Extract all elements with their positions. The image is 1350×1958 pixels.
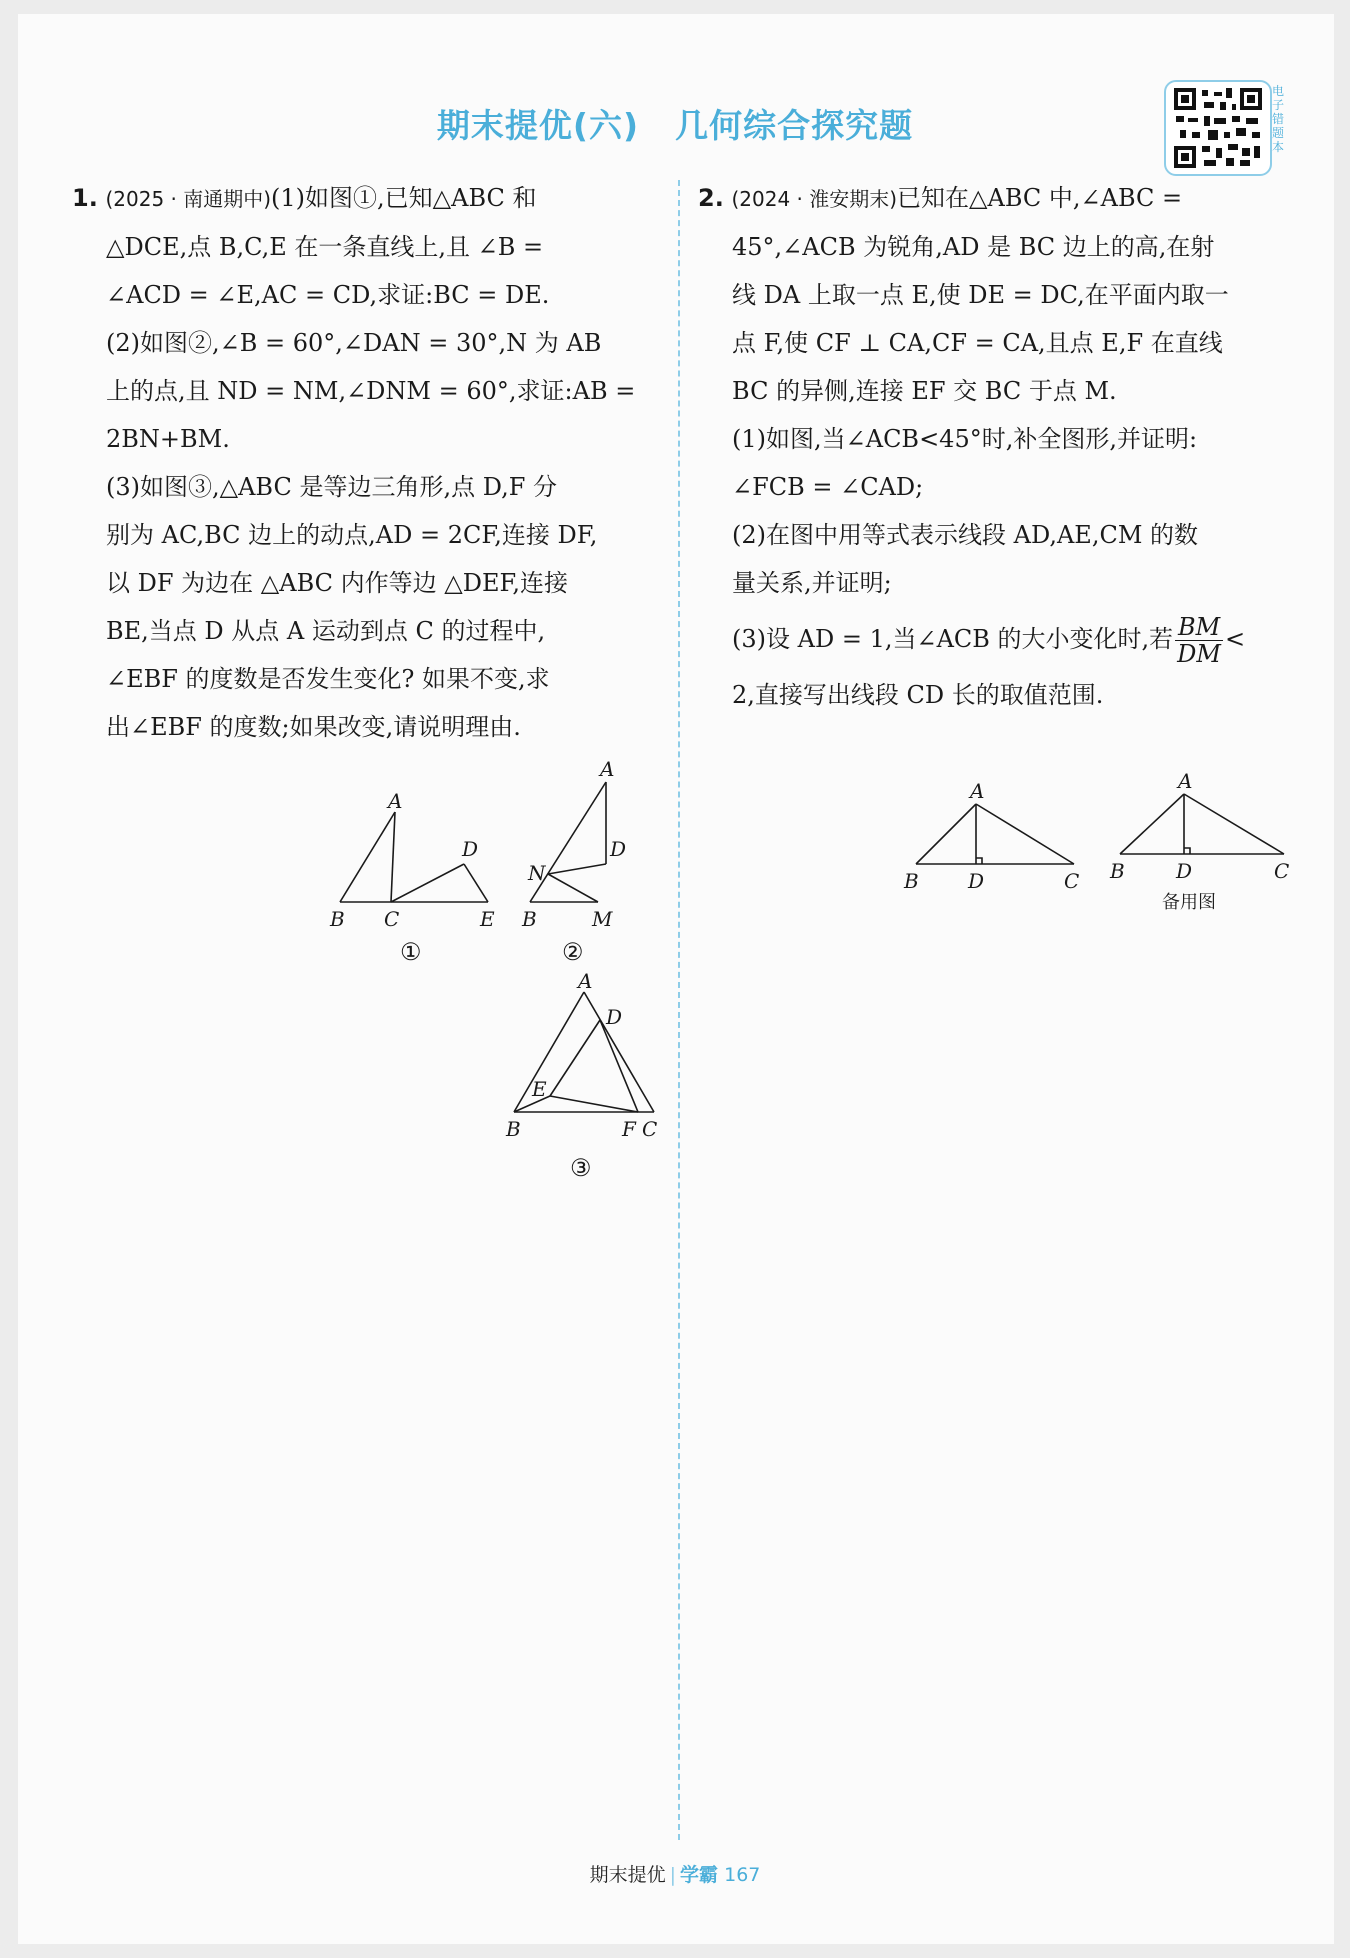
figure-q2-main bbox=[896, 776, 1086, 896]
label-A: A bbox=[388, 790, 403, 813]
q1-line: ∠ACD = ∠E,AC = CD,求证:BC = DE. bbox=[106, 281, 550, 309]
label-C: C bbox=[1274, 859, 1290, 883]
qr-pattern-icon bbox=[1174, 88, 1262, 168]
label-B: B bbox=[1110, 859, 1125, 883]
question-2 bbox=[698, 174, 1288, 719]
figure-1 bbox=[320, 790, 510, 970]
fraction-numerator: BM bbox=[1175, 614, 1223, 641]
fraction-denominator: DM bbox=[1177, 640, 1221, 668]
label-D: D bbox=[610, 837, 627, 861]
question-1-number: 1. bbox=[72, 184, 98, 212]
q1-line: (3)如图③,△ABC 是等边三角形,点 D,F 分 bbox=[106, 473, 558, 501]
label-D: D bbox=[606, 1005, 623, 1029]
title-main: 期末提优(六) bbox=[436, 106, 640, 145]
q1-line: 出∠EBF 的度数;如果改变,请说明理由. bbox=[106, 713, 521, 741]
figure-q2-spare bbox=[1100, 766, 1300, 916]
figure-2-caption: ② bbox=[562, 938, 584, 966]
fraction-bm-dm bbox=[1175, 614, 1223, 667]
q2-line: < bbox=[1225, 625, 1246, 653]
question-2-number: 2. bbox=[698, 184, 724, 212]
label-A: A bbox=[578, 972, 593, 993]
label-N: N bbox=[528, 861, 546, 885]
q2-line: (1)如图,当∠ACB<45°时,补全图形,并证明: bbox=[732, 425, 1198, 453]
q1-line: 上的点,且 ND = NM,∠DNM = 60°,求证:AB = bbox=[106, 377, 636, 405]
label-E: E bbox=[532, 1077, 547, 1101]
figure-3 bbox=[494, 972, 674, 1184]
label-A: A bbox=[600, 757, 615, 781]
label-F: F bbox=[622, 1117, 636, 1141]
q1-line: 别为 AC,BC 边上的动点,AD = 2CF,连接 DF, bbox=[106, 521, 598, 549]
label-C: C bbox=[384, 907, 400, 931]
label-A: A bbox=[1178, 769, 1193, 793]
q1-line: 以 DF 为边在 △ABC 内作等边 △DEF,连接 bbox=[106, 569, 569, 597]
question-1-source: (2025 · 南通期中) bbox=[105, 187, 272, 211]
page-number: 167 bbox=[724, 1864, 761, 1886]
q2-line: 2,直接写出线段 CD 长的取值范围. bbox=[732, 681, 1104, 709]
page-footer: 期末提优 | 学霸 167 bbox=[589, 1864, 761, 1886]
figure-spare-caption: 备用图 bbox=[1162, 892, 1216, 913]
question-2-source: (2024 · 淮安期末) bbox=[731, 187, 898, 211]
figure-3-caption: ③ bbox=[570, 1154, 592, 1182]
label-D: D bbox=[462, 837, 479, 861]
label-D: D bbox=[968, 869, 985, 893]
label-A: A bbox=[970, 779, 985, 803]
label-E: E bbox=[480, 907, 495, 931]
label-D: D bbox=[1176, 859, 1193, 883]
q1-line: △DCE,点 B,C,E 在一条直线上,且 ∠B = bbox=[106, 233, 544, 261]
q2-line: 45°,∠ACB 为锐角,AD 是 BC 边上的高,在射 bbox=[732, 233, 1215, 261]
label-M: M bbox=[592, 907, 613, 931]
q2-line: (3)设 AD = 1,当∠ACB 的大小变化时,若 bbox=[732, 625, 1174, 653]
q1-line: BE,当点 D 从点 A 运动到点 C 的过程中, bbox=[106, 617, 546, 645]
qr-label: 电子错题本 bbox=[1271, 84, 1284, 154]
label-B: B bbox=[330, 907, 345, 931]
q2-line: BC 的异侧,连接 EF 交 BC 于点 M. bbox=[732, 377, 1117, 405]
label-B: B bbox=[904, 869, 919, 893]
footer-brand: 学霸 bbox=[680, 1864, 719, 1886]
column-divider bbox=[678, 180, 680, 1840]
q1-line: (1)如图①,已知△ABC 和 bbox=[271, 184, 537, 212]
footer-section: 期末提优 bbox=[589, 1864, 666, 1886]
q1-line: 2BN+BM. bbox=[106, 425, 230, 453]
qr-code[interactable] bbox=[1164, 80, 1272, 176]
q2-line: ∠FCB = ∠CAD; bbox=[732, 473, 924, 501]
figure-2 bbox=[518, 756, 638, 970]
q2-line: 线 DA 上取一点 E,使 DE = DC,在平面内取一 bbox=[732, 281, 1229, 309]
q2-line: 量关系,并证明; bbox=[732, 569, 892, 597]
label-B: B bbox=[522, 907, 537, 931]
title-sub: 几何综合探究题 bbox=[675, 106, 914, 145]
question-1 bbox=[72, 174, 662, 751]
q1-line: (2)如图②,∠B = 60°,∠DAN = 30°,N 为 AB bbox=[106, 329, 602, 357]
figure-1-caption: ① bbox=[400, 938, 422, 966]
page-title bbox=[0, 100, 1350, 147]
q2-line: 点 F,使 CF ⊥ CA,CF = CA,且点 E,F 在直线 bbox=[732, 329, 1223, 357]
label-C: C bbox=[642, 1117, 658, 1141]
q2-line: (2)在图中用等式表示线段 AD,AE,CM 的数 bbox=[732, 521, 1199, 549]
q2-line: 已知在△ABC 中,∠ABC = bbox=[897, 184, 1183, 212]
label-C: C bbox=[1064, 869, 1080, 893]
label-B: B bbox=[506, 1117, 521, 1141]
q1-line: ∠EBF 的度数是否发生变化? 如果不变,求 bbox=[106, 665, 550, 693]
